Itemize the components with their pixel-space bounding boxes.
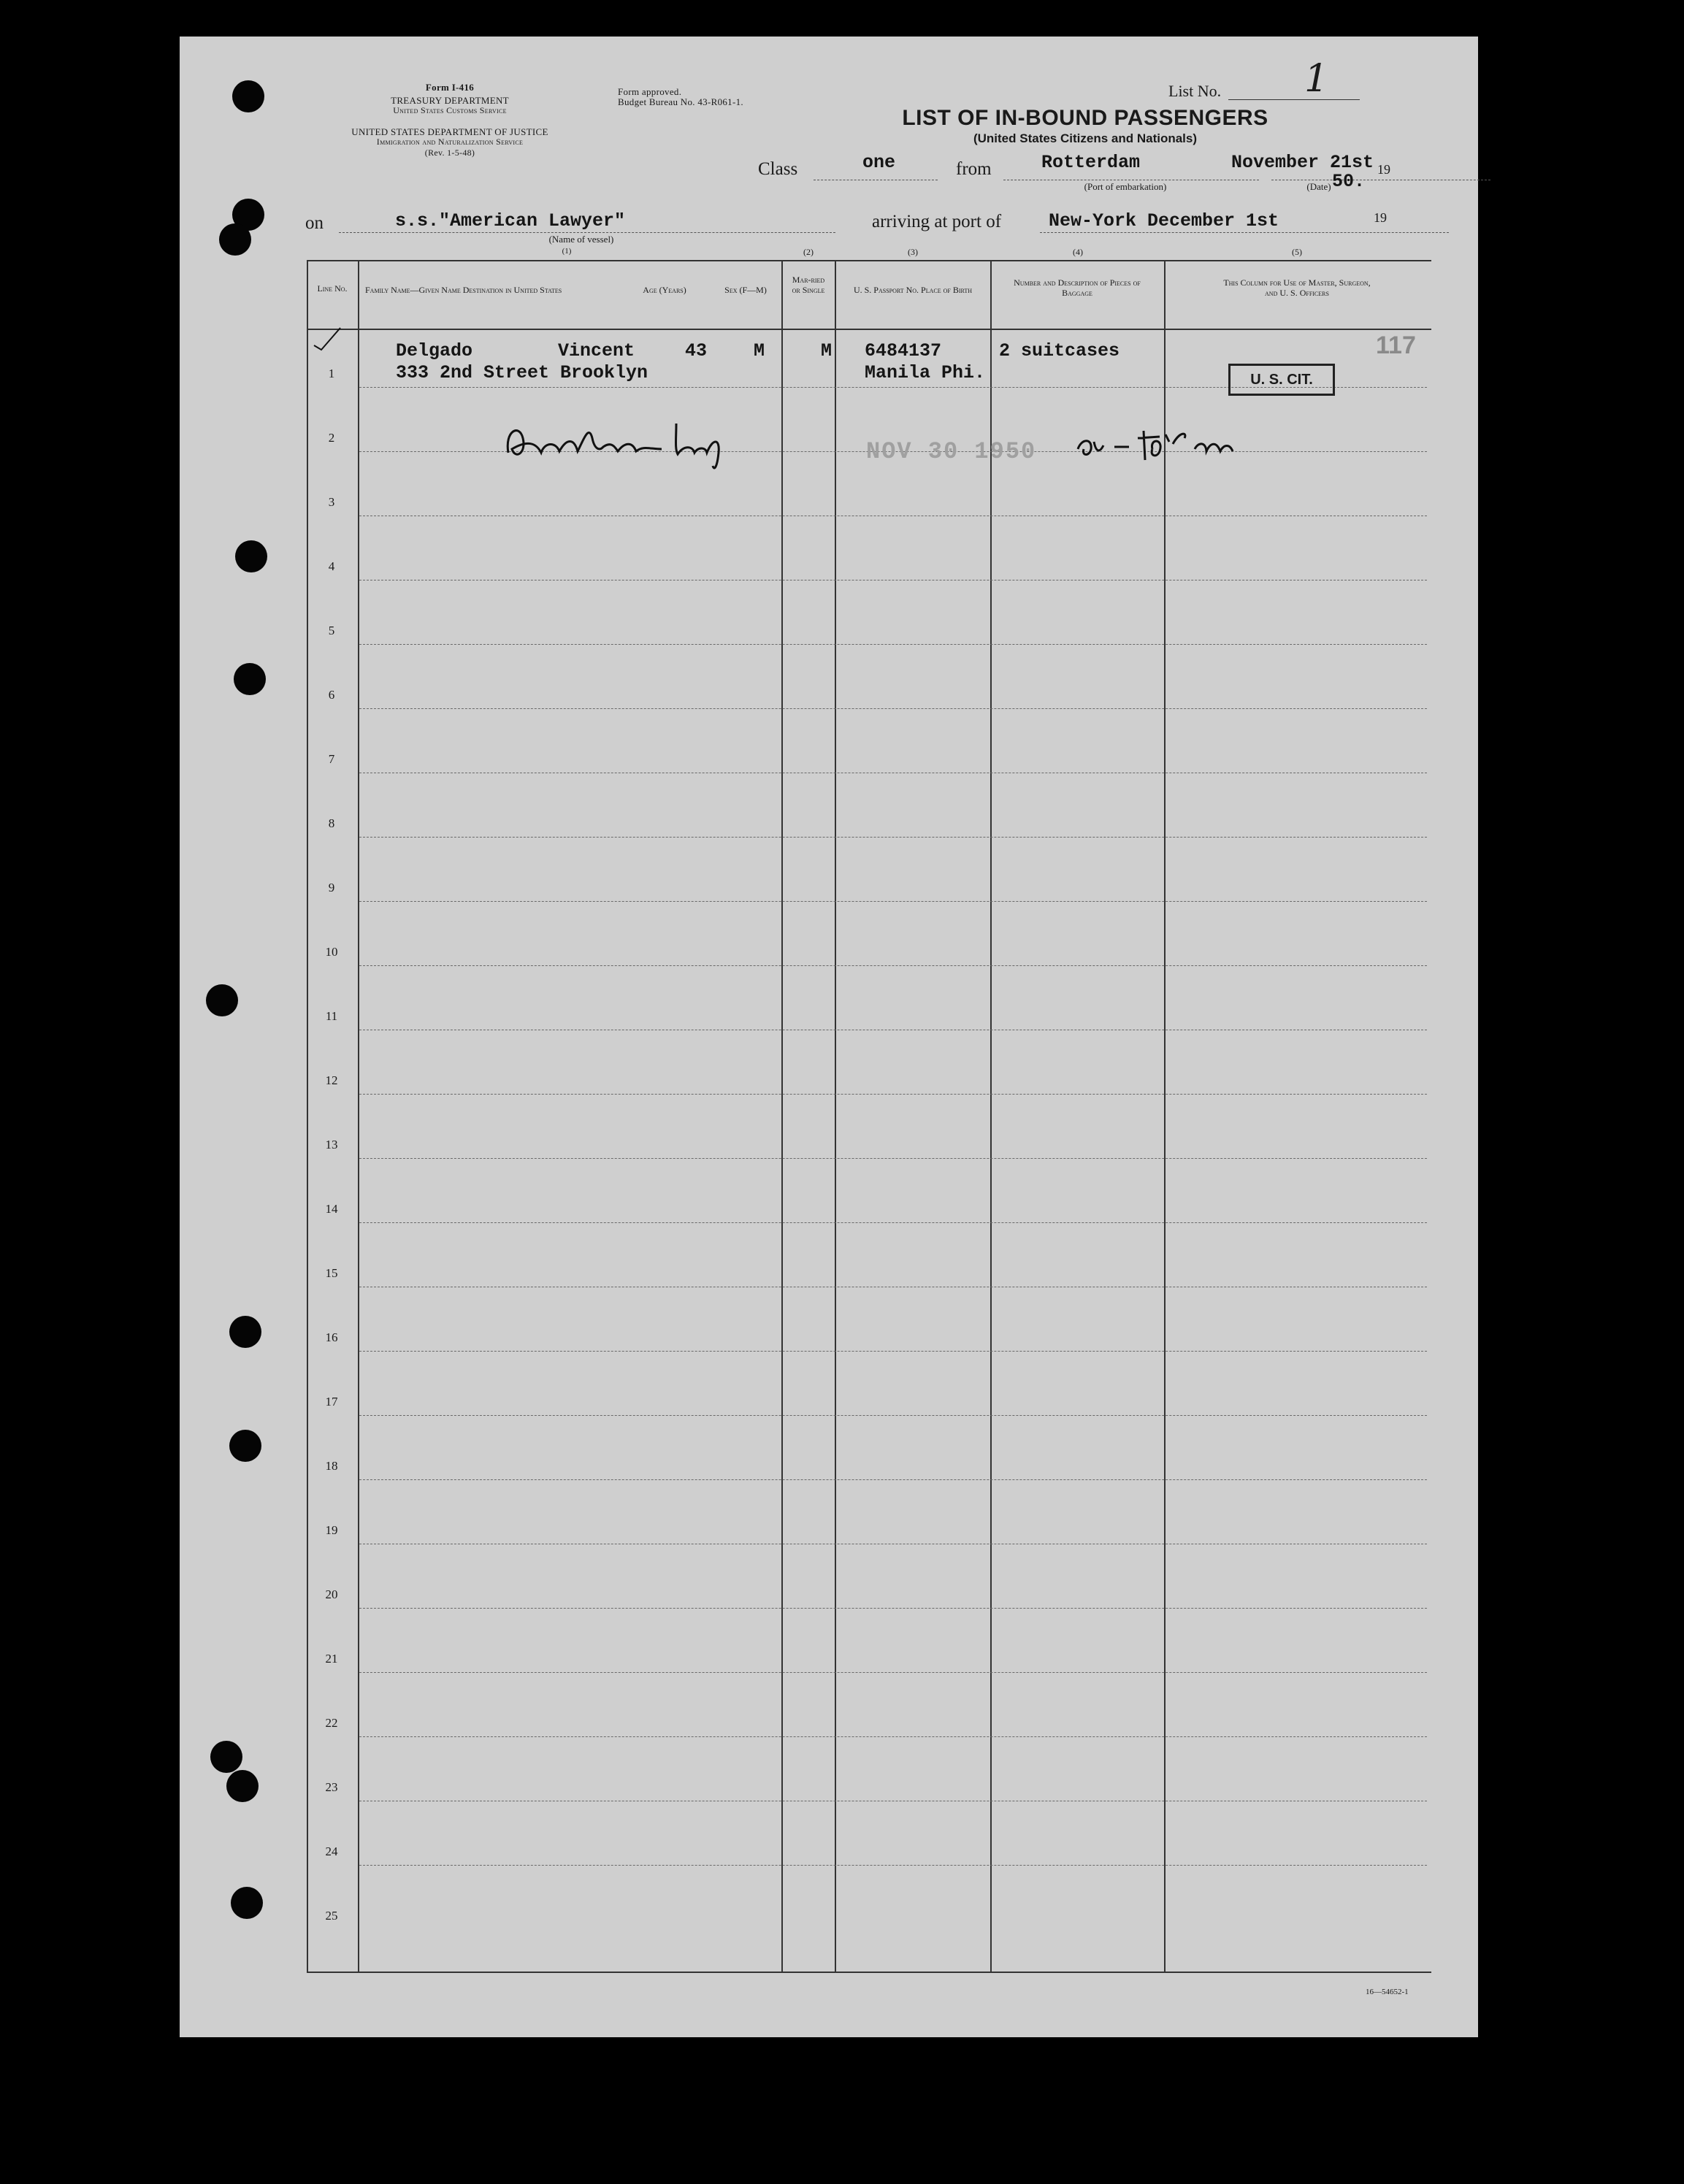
passenger-age: 43: [685, 340, 708, 361]
line-number: 12: [325, 1073, 338, 1087]
col-officers: This Column for Use of Master, Surgeon, and U. S. Officers: [1223, 277, 1371, 298]
row-divider: [359, 1479, 1427, 1480]
col-num2: (2): [803, 247, 814, 257]
arrival-port-date: New-York December 1st: [1049, 210, 1279, 231]
line-number: 13: [325, 1138, 338, 1152]
passenger-birthplace: Manila Phi.: [865, 362, 986, 383]
line-number: 18: [325, 1459, 338, 1473]
line-number: 4: [328, 559, 335, 573]
row-divider: [359, 1158, 1427, 1159]
binder-hole: [226, 1770, 259, 1802]
passenger-table: [307, 260, 1431, 1973]
line-number: 6: [328, 688, 335, 702]
passenger-given-name: Vincent: [558, 340, 635, 361]
row-divider: [359, 837, 1427, 838]
record-number-stamp: 117: [1376, 332, 1416, 359]
departure-year-prefix: 19: [1377, 162, 1390, 177]
arrival-year-prefix: 19: [1374, 210, 1387, 225]
binder-hole: [232, 80, 264, 112]
inspector-signature: [501, 409, 808, 475]
col-married: Mar-ried or Single: [792, 275, 825, 295]
line-number: 19: [325, 1523, 338, 1537]
col-num4: (4): [1073, 247, 1083, 257]
departure-date: November 21st: [1231, 152, 1374, 173]
row-divider: [359, 1672, 1427, 1673]
line-number: 22: [325, 1716, 338, 1730]
row-divider: [359, 1222, 1427, 1223]
binder-hole: [231, 1887, 263, 1919]
service-immigration: Immigration and Naturalization Service: [376, 137, 524, 147]
class-value: one: [862, 152, 896, 173]
page-subtitle: (United States Citizens and Nationals): [973, 131, 1198, 145]
passenger-married: M: [821, 340, 833, 361]
binder-hole: [210, 1741, 242, 1773]
passenger-baggage: 2 suitcases: [999, 340, 1120, 361]
binder-hole: [234, 663, 266, 695]
passenger-sex: M: [754, 340, 765, 361]
col-num5: (5): [1292, 247, 1302, 257]
vessel-col-num: (1): [562, 247, 572, 256]
line-number: 11: [325, 1009, 338, 1023]
col-sex: Sex (F—M): [724, 285, 767, 295]
binder-hole: [206, 984, 238, 1016]
arriving-label: arriving at port of: [872, 212, 1002, 231]
line-number: 20: [325, 1587, 338, 1601]
line-number: 7: [328, 752, 335, 766]
line-number: 21: [325, 1652, 338, 1666]
class-label: Class: [758, 159, 798, 179]
dept-justice: UNITED STATES DEPARTMENT OF JUSTICE: [351, 126, 548, 137]
line-number: 24: [325, 1844, 338, 1858]
col-baggage: Number and Description of Pieces of Baggage: [1014, 277, 1141, 298]
row-divider: [359, 1608, 1427, 1609]
footer-code: 16—54652-1: [1366, 1988, 1409, 1996]
row-divider: [359, 1415, 1427, 1416]
line-number: 14: [325, 1202, 338, 1216]
line-number: 3: [328, 495, 335, 509]
vessel-name: s.s."American Lawyer": [395, 210, 626, 231]
row-divider: [359, 1094, 1427, 1095]
passenger-passport: 6484137: [865, 340, 942, 361]
row-divider: [359, 1351, 1427, 1352]
entry-check-mark: [311, 325, 348, 354]
vessel-caption: (Name of vessel): [548, 234, 614, 245]
col-name: Family Name—Given Name Destination in United States: [365, 285, 562, 295]
date-caption: (Date): [1306, 181, 1331, 192]
line-number: 10: [325, 945, 338, 959]
row-divider: [359, 965, 1427, 966]
binder-hole: [229, 1430, 261, 1462]
row-divider: [359, 708, 1427, 709]
list-no-value: 1: [1304, 57, 1329, 101]
dept-treasury: TREASURY DEPARTMENT: [391, 95, 509, 106]
line-number: 16: [325, 1330, 338, 1344]
passenger-address: 333 2nd Street Brooklyn: [396, 362, 648, 383]
on-label: on: [305, 213, 324, 233]
inspector-time-mark: [1071, 416, 1239, 467]
binder-hole: [229, 1316, 261, 1348]
row-divider: [359, 580, 1427, 581]
departure-year: 50.: [1332, 171, 1366, 192]
form-approved: Form approved.: [618, 86, 682, 97]
line-number: 8: [328, 816, 335, 830]
row-divider: [359, 1736, 1427, 1737]
form-number: Form I-416: [425, 82, 475, 93]
col-age: Age (Years): [643, 285, 686, 295]
date-stamp: NOV 30 1950: [866, 438, 1037, 465]
row-divider: [359, 1865, 1427, 1866]
col-num3: (3): [908, 247, 918, 257]
port-of-embarkation: Rotterdam: [1041, 152, 1141, 173]
line-number: 15: [325, 1266, 338, 1280]
row-divider: [359, 644, 1427, 645]
col-passport: U. S. Passport No. Place of Birth: [853, 285, 973, 295]
row-divider: [359, 901, 1427, 902]
line-number: 5: [328, 624, 335, 637]
service-customs: United States Customs Service: [393, 105, 507, 115]
line-number: 1: [328, 367, 335, 380]
port-caption: (Port of embarkation): [1084, 181, 1167, 192]
form-revision: (Rev. 1-5-48): [424, 147, 475, 158]
line-number: 23: [325, 1780, 338, 1794]
binder-hole: [219, 223, 251, 256]
list-no-label: List No.: [1168, 82, 1222, 100]
passenger-family-name: Delgado: [396, 340, 473, 361]
binder-hole: [235, 540, 267, 572]
us-citizen-stamp: U. S. CIT.: [1228, 364, 1335, 396]
line-number: 2: [328, 431, 335, 445]
budget-bureau: Budget Bureau No. 43-R061-1.: [618, 96, 743, 107]
col-line-no: Line No.: [317, 283, 348, 294]
manifest-sheet: [180, 37, 1478, 2037]
line-number: 17: [325, 1395, 338, 1409]
line-number: 25: [325, 1909, 338, 1923]
from-label: from: [956, 159, 992, 179]
page-title: LIST OF IN-BOUND PASSENGERS: [902, 106, 1268, 130]
line-number: 9: [328, 881, 335, 894]
